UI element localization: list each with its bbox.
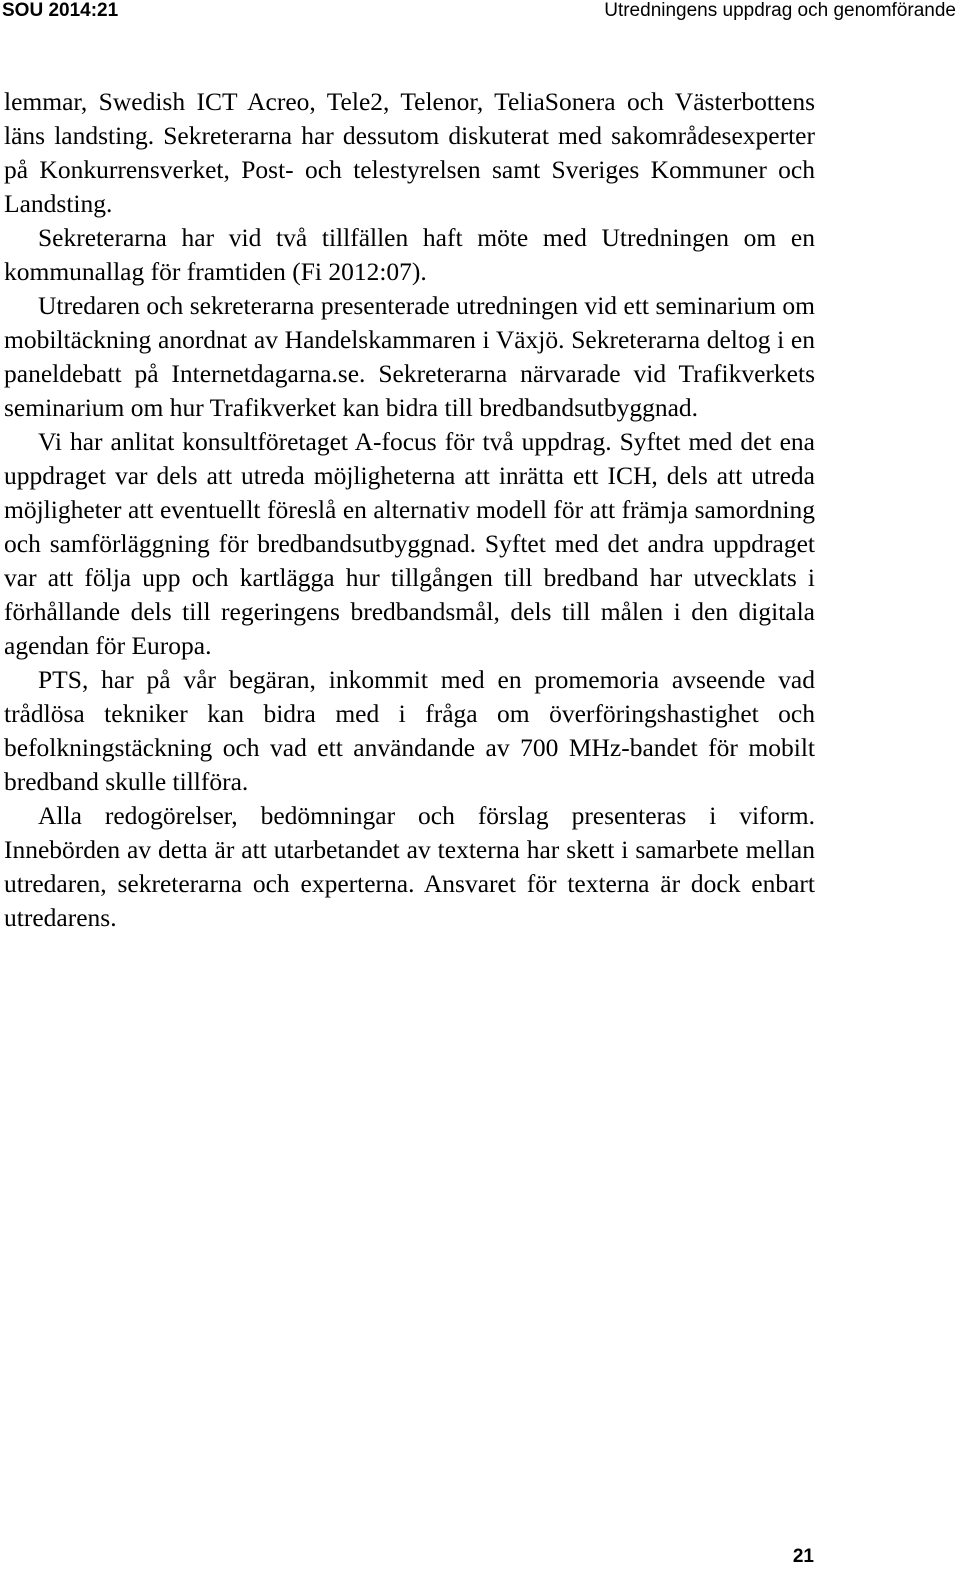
paragraph: Vi har anlitat konsultföretaget A-focus för två uppdrag. Syftet med det ena uppdraget var dels att utreda möjligheterna att inrätta ett ICH, dels att utreda möjligheter att eventuellt föreslå en alternativ modell för att främja samordning och samförläggning för bredbandsutbyggnad. Syftet med det andra uppdraget var att följa upp och kartlägga hur tillgången till bredband har utvecklats i förhållande dels till regeringens bredbandsmål, dels till målen i den digitala agendan för Europa. [4,427,815,660]
body-text [4,85,815,935]
paragraph: Alla redogörelser, bedömningar och förslag presenteras i viform. Innebörden av detta är att utarbetandet av texterna har skett i samarbete mellan utredaren, sekreterarna och experterna. Ansvaret för texterna är dock enbart utredarens. [4,801,815,932]
paragraph: lemmar, Swedish ICT Acreo, Tele2, Telenor, TeliaSonera och Västerbottens läns landsting. Sekreterarna har dessutom diskuterat med sakområdesexperter på Konkurrensverket, Post- och telestyrelsen samt Sveriges Kommuner och Landsting. [4,87,815,218]
paragraph: PTS, har på vår begäran, inkommit med en promemoria avseende vad trådlösa tekniker kan bidra med i fråga om överföringshastighet och befolkningstäckning och vad ett användande av 700 MHz-bandet för mobilt bredband skulle tillföra. [4,665,815,796]
chapter-title: Utredningens uppdrag och genomförande [604,0,956,21]
page-header [0,0,960,24]
paragraph: Sekreterarna har vid två tillfällen haft möte med Utredningen om en kommunallag för framtiden (Fi 2012:07). [4,223,815,286]
report-reference: SOU 2014:21 [2,0,119,21]
paragraph: Utredaren och sekreterarna presenterade utredningen vid ett seminarium om mobiltäckning anordnat av Handelskammaren i Växjö. Sekreterarna deltog i en paneldebatt på Internetdagarna.se. Sekreterarna närvarade vid Trafikverkets seminarium om hur Trafikverket kan bidra till bredbandsutbyggnad. [4,291,815,422]
page-number: 21 [792,1546,814,1567]
